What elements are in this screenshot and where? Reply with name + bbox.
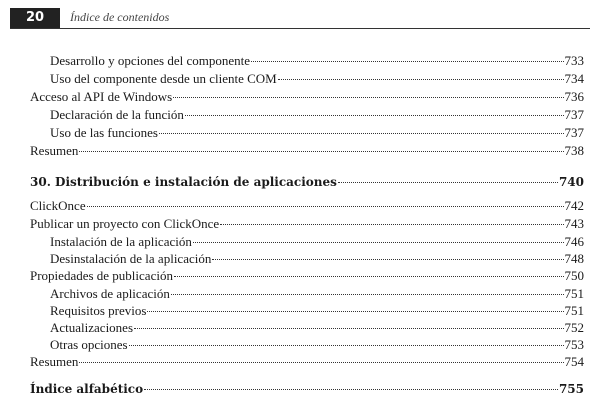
- toc-entry-title: Acceso al API de Windows: [30, 89, 173, 104]
- toc-entry-title: Requisitos previos: [50, 303, 147, 318]
- toc-entry-title: Instalación de la aplicación: [50, 234, 192, 249]
- toc-entry-page: 751: [564, 286, 584, 301]
- leader-dots: [174, 275, 564, 277]
- toc-entry-page: 750: [564, 268, 584, 283]
- leader-dots: [129, 344, 564, 346]
- toc-entry-title: ClickOnce: [30, 198, 86, 213]
- toc-entry-title: Resumen: [30, 143, 79, 158]
- toc-entry[interactable]: [50, 337, 584, 355]
- toc-entry-page: 738: [564, 143, 584, 158]
- toc-entry[interactable]: [30, 354, 584, 372]
- toc-entry-title: Índice alfabético: [30, 382, 144, 396]
- toc-entry[interactable]: [30, 268, 584, 286]
- toc-entry-page: 755: [558, 382, 584, 396]
- toc-entry[interactable]: [30, 143, 584, 161]
- toc-chapter-entry[interactable]: [30, 175, 584, 193]
- toc-entry-page: 754: [564, 354, 584, 369]
- toc-entry[interactable]: [50, 107, 584, 125]
- leader-dots: [185, 114, 564, 116]
- leader-dots: [173, 96, 563, 98]
- toc-entry-page: 752: [564, 320, 584, 335]
- toc-entry-title: Publicar un proyecto con ClickOnce: [30, 216, 220, 231]
- toc-entry-title: Declaración de la función: [50, 107, 184, 122]
- leader-dots: [338, 181, 558, 183]
- toc-entry-page: 742: [564, 198, 584, 213]
- toc-entry[interactable]: [30, 89, 584, 107]
- toc-entry-page: 748: [564, 251, 584, 266]
- toc-entry-page: 734: [564, 71, 584, 86]
- leader-dots: [159, 132, 564, 134]
- toc-entry-page: 753: [564, 337, 584, 352]
- leader-dots: [278, 78, 564, 80]
- toc-entry[interactable]: [50, 286, 584, 304]
- page-header: [0, 8, 600, 30]
- toc-entry-page: 736: [564, 89, 584, 104]
- toc-entry-page: 737: [564, 125, 584, 140]
- toc-entry-title: Uso de las funciones: [50, 125, 158, 140]
- toc-entry[interactable]: [50, 303, 584, 321]
- toc-entry-title: Actualizaciones: [50, 320, 134, 335]
- leader-dots: [251, 60, 564, 62]
- toc-entry[interactable]: [50, 125, 584, 143]
- toc-index-entry[interactable]: [30, 382, 584, 400]
- toc-entry-page: 743: [564, 216, 584, 231]
- toc-entry-title: Uso del componente desde un cliente COM: [50, 71, 277, 86]
- toc-entry-page: 740: [558, 175, 584, 189]
- leader-dots: [212, 258, 563, 260]
- header-rule: [10, 28, 590, 29]
- toc-entry[interactable]: [50, 251, 584, 269]
- toc-entry-title: Archivos de aplicación: [50, 286, 170, 301]
- toc-entry-title: Desinstalación de la aplicación: [50, 251, 212, 266]
- toc-entry-title: Otras opciones: [50, 337, 128, 352]
- toc-entry[interactable]: [50, 71, 584, 89]
- toc-entry-title: Resumen: [30, 354, 79, 369]
- toc-entry[interactable]: [50, 234, 584, 252]
- leader-dots: [87, 205, 564, 207]
- toc-entry-title: 30. Distribución e instalación de aplicaciones: [30, 175, 337, 189]
- leader-dots: [193, 241, 564, 243]
- toc-entry[interactable]: [50, 53, 584, 71]
- toc-entry-page: 733: [564, 53, 584, 68]
- leader-dots: [79, 361, 563, 363]
- toc-entry[interactable]: [50, 320, 584, 338]
- page-number: 20: [10, 8, 60, 28]
- running-title: Índice de contenidos: [70, 10, 170, 24]
- leader-dots: [79, 150, 563, 152]
- leader-dots: [171, 293, 564, 295]
- toc-entry[interactable]: [30, 198, 584, 216]
- leader-dots: [134, 327, 563, 329]
- leader-dots: [144, 388, 558, 390]
- toc-entry-page: 751: [564, 303, 584, 318]
- toc-entry-page: 746: [564, 234, 584, 249]
- leader-dots: [147, 310, 563, 312]
- toc-entry-title: Desarrollo y opciones del componente: [50, 53, 250, 68]
- toc-entry-title: Propiedades de publicación: [30, 268, 173, 283]
- toc-entry-page: 737: [564, 107, 584, 122]
- leader-dots: [220, 223, 563, 225]
- toc-entry[interactable]: [30, 216, 584, 234]
